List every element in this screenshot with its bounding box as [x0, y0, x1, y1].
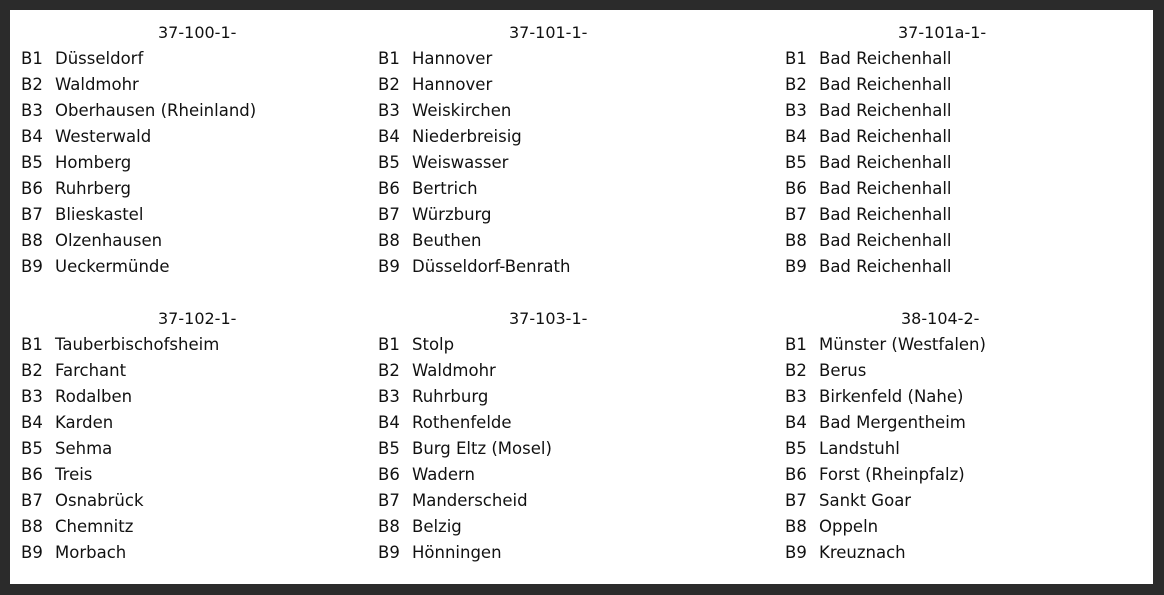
entry-code: B3: [785, 387, 807, 406]
entry-code: B3: [21, 387, 43, 406]
entry-place: Beuthen: [412, 231, 482, 250]
entry-place: Hannover: [412, 75, 493, 94]
entry-code: B3: [378, 387, 400, 406]
group-title: 37-101a-1-: [898, 23, 987, 42]
entry-code: B2: [378, 361, 400, 380]
entry-code: B5: [378, 153, 400, 172]
entry-code: B8: [378, 517, 400, 536]
entry-place: Sankt Goar: [819, 491, 912, 510]
entry-code: B7: [785, 205, 807, 224]
entry-place: Bad Reichenhall: [819, 257, 952, 276]
entry-code: B8: [785, 517, 807, 536]
entry-code: B4: [378, 413, 400, 432]
entry-place: Landstuhl: [819, 439, 900, 458]
entry-code: B2: [378, 75, 400, 94]
entry-place: Ueckermünde: [55, 257, 170, 276]
entry-code: B8: [785, 231, 807, 250]
entry-place: Wadern: [412, 465, 475, 484]
entry-code: B9: [21, 257, 43, 276]
entry-place: Hannover: [412, 49, 493, 68]
entry-place: Bad Reichenhall: [819, 179, 952, 198]
entry-place: Burg Eltz (Mosel): [412, 439, 552, 458]
entry-place: Münster (Westfalen): [819, 335, 986, 354]
entry-place: Bad Reichenhall: [819, 231, 952, 250]
document-page: [10, 10, 1153, 584]
entry-code: B1: [378, 49, 400, 68]
entry-place: Berus: [819, 361, 867, 380]
entry-code: B9: [785, 543, 807, 562]
entry-code: B6: [785, 465, 807, 484]
group-title: 37-100-1-: [158, 23, 237, 42]
entry-code: B6: [21, 465, 43, 484]
entry-place: Bad Mergentheim: [819, 413, 966, 432]
entry-place: Oberhausen (Rheinland): [55, 101, 257, 120]
entry-code: B5: [21, 153, 43, 172]
entry-code: B4: [21, 127, 43, 146]
entry-code: B6: [21, 179, 43, 198]
entry-code: B1: [21, 49, 43, 68]
entry-place: Rothenfelde: [412, 413, 512, 432]
entry-place: Karden: [55, 413, 114, 432]
entry-code: B3: [785, 101, 807, 120]
entry-place: Düsseldorf-Benrath: [412, 257, 571, 276]
entry-place: Homberg: [55, 153, 132, 172]
entry-code: B2: [785, 361, 807, 380]
entry-place: Bertrich: [412, 179, 478, 198]
entry-place: Würzburg: [412, 205, 492, 224]
entry-place: Birkenfeld (Nahe): [819, 387, 964, 406]
entry-place: Kreuznach: [819, 543, 906, 562]
entry-place: Hönningen: [412, 543, 502, 562]
entry-code: B7: [378, 205, 400, 224]
entry-code: B2: [21, 75, 43, 94]
entry-code: B6: [378, 179, 400, 198]
entry-place: Sehma: [55, 439, 113, 458]
entry-code: B9: [785, 257, 807, 276]
entry-place: Olzenhausen: [55, 231, 163, 250]
entry-code: B6: [378, 465, 400, 484]
entry-code: B7: [785, 491, 807, 510]
entry-code: B9: [378, 543, 400, 562]
entry-code: B3: [378, 101, 400, 120]
entry-place: Ruhrberg: [55, 179, 132, 198]
entry-place: Bad Reichenhall: [819, 153, 952, 172]
entry-place: Bad Reichenhall: [819, 205, 952, 224]
entry-place: Bad Reichenhall: [819, 49, 952, 68]
entry-code: B5: [378, 439, 400, 458]
entry-place: Farchant: [55, 361, 127, 380]
entry-code: B8: [378, 231, 400, 250]
entry-code: B4: [785, 127, 807, 146]
entry-place: Weiskirchen: [412, 101, 512, 120]
entry-place: Stolp: [412, 335, 455, 354]
entry-code: B4: [21, 413, 43, 432]
group-title: 37-101-1-: [509, 23, 588, 42]
entry-code: B5: [785, 153, 807, 172]
entry-code: B7: [21, 491, 43, 510]
entry-place: Ruhrburg: [412, 387, 489, 406]
entry-code: B6: [785, 179, 807, 198]
entry-place: Westerwald: [55, 127, 152, 146]
entry-code: B7: [21, 205, 43, 224]
entry-code: B1: [785, 335, 807, 354]
group-title: 38-104-2-: [901, 309, 980, 328]
entry-code: B1: [785, 49, 807, 68]
entry-code: B1: [378, 335, 400, 354]
entry-place: Bad Reichenhall: [819, 75, 952, 94]
entry-place: Belzig: [412, 517, 462, 536]
entry-place: Blieskastel: [55, 205, 144, 224]
entry-code: B7: [378, 491, 400, 510]
entry-code: B9: [378, 257, 400, 276]
entry-place: Treis: [55, 465, 93, 484]
entry-place: Oppeln: [819, 517, 879, 536]
entry-place: Bad Reichenhall: [819, 101, 952, 120]
entry-code: B3: [21, 101, 43, 120]
entry-place: Bad Reichenhall: [819, 127, 952, 146]
entry-code: B1: [21, 335, 43, 354]
entry-place: Forst (Rheinpfalz): [819, 465, 965, 484]
entry-place: Niederbreisig: [412, 127, 522, 146]
entry-place: Tauberbischofsheim: [55, 335, 220, 354]
entry-place: Chemnitz: [55, 517, 134, 536]
entry-place: Düsseldorf: [55, 49, 144, 68]
entry-code: B8: [21, 231, 43, 250]
entry-code: B4: [785, 413, 807, 432]
group-title: 37-102-1-: [158, 309, 237, 328]
entry-code: B5: [785, 439, 807, 458]
entry-place: Osnabrück: [55, 491, 144, 510]
entry-place: Manderscheid: [412, 491, 528, 510]
entry-place: Weiswasser: [412, 153, 509, 172]
entry-place: Waldmohr: [412, 361, 496, 380]
group-title: 37-103-1-: [509, 309, 588, 328]
entry-code: B2: [21, 361, 43, 380]
entry-place: Rodalben: [55, 387, 133, 406]
entry-code: B5: [21, 439, 43, 458]
entry-code: B9: [21, 543, 43, 562]
entry-code: B4: [378, 127, 400, 146]
entry-place: Waldmohr: [55, 75, 139, 94]
entry-place: Morbach: [55, 543, 127, 562]
entry-code: B8: [21, 517, 43, 536]
entry-code: B2: [785, 75, 807, 94]
